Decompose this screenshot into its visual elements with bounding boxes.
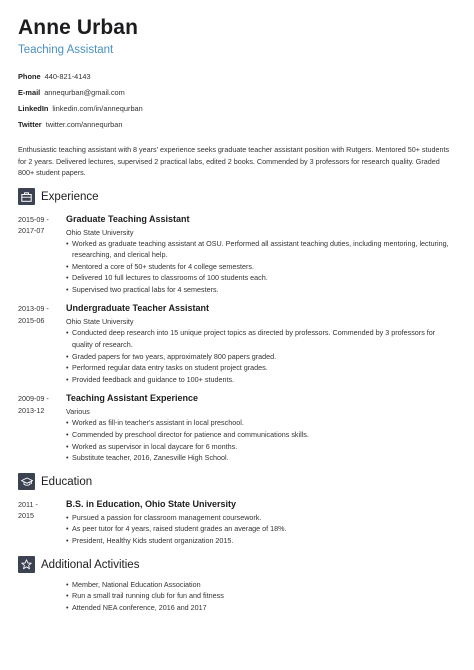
- contact-label: Twitter: [18, 120, 42, 129]
- contact-label: Phone: [18, 72, 41, 81]
- activity-bullets: [66, 579, 456, 614]
- date-end: 2015-06: [18, 315, 45, 325]
- bullet-item: • Delivered 10 full lectures to classrooms of 100 students each.: [66, 272, 456, 284]
- entry-dates: [18, 392, 66, 463]
- contact-label: LinkedIn: [18, 104, 49, 113]
- experience-section-header: [18, 188, 456, 206]
- contact-twitter: [18, 117, 456, 133]
- entry-organization: Various: [66, 407, 90, 417]
- entry-bullets: [66, 417, 456, 463]
- date-start: 2009-09 -: [18, 394, 49, 404]
- bullet-item: • Conducted deep research into 15 unique project topics as directed by professors. Commended by 3 professors for quality of research.: [66, 327, 456, 350]
- bullet-item: • Supervised two practical labs for 4 semesters.: [66, 284, 456, 296]
- contact-email: [18, 85, 456, 101]
- bullet-item: • Worked as supervisor in local daycare for 6 months.: [66, 441, 456, 453]
- entry-dates: [18, 498, 66, 547]
- entry-body: [66, 213, 456, 296]
- entry-title: Graduate Teaching Assistant: [66, 213, 190, 224]
- bullet-item: • Attended NEA conference, 2016 and 2017: [66, 602, 456, 614]
- section-title: Additional Activities: [41, 558, 140, 571]
- bullet-item: • Performed regular data entry tasks on student project grades.: [66, 362, 456, 374]
- entry-title: Undergraduate Teacher Assistant: [66, 303, 210, 314]
- contact-value[interactable]: annequrban@gmail.com: [44, 88, 125, 97]
- experience-entry: [18, 213, 456, 296]
- entry-body: [66, 302, 456, 385]
- contact-phone: [18, 69, 456, 85]
- entry-dates: [18, 302, 66, 385]
- bullet-item: • Provided feedback and guidance to 100+ students.: [66, 374, 456, 386]
- bullet-item: • Worked as graduate teaching assistant at OSU. Performed all assistant teaching duties, including mentoring, lecturing, researching, and clerical help.: [66, 238, 456, 261]
- entry-dates: [18, 213, 66, 296]
- entry-organization: Ohio State University: [66, 317, 134, 327]
- entry-title: Teaching Assistant Experience: [66, 393, 199, 404]
- experience-entry: [18, 302, 456, 385]
- entry-organization: Ohio State University: [66, 227, 134, 237]
- education-section-header: [18, 473, 456, 491]
- date-end: 2017-07: [18, 226, 45, 235]
- date-start: 2011 -: [18, 499, 38, 509]
- contact-value[interactable]: twitter.com/annequrban: [45, 120, 123, 129]
- experience-entry: [18, 392, 456, 463]
- bullet-item: • Pursued a passion for classroom management coursework.: [66, 512, 456, 524]
- candidate-title: Teaching Assistant: [18, 44, 114, 56]
- section-title: Education: [41, 475, 93, 488]
- bullet-item: • Worked as fill-in teacher's assistant in local preschool.: [66, 417, 456, 429]
- bullet-item: • President, Healthy Kids student organization 2015.: [66, 535, 456, 547]
- contact-block: [18, 69, 456, 133]
- bullet-item: • Commended by preschool director for patience and communications skills.: [66, 429, 456, 441]
- star-icon: [18, 556, 35, 573]
- entry-body: [66, 498, 456, 547]
- graduation-cap-icon: [18, 473, 35, 490]
- contact-value[interactable]: linkedin.com/in/annequrban: [52, 104, 143, 113]
- activities-list: [66, 579, 456, 614]
- contact-linkedin: [18, 101, 456, 117]
- contact-value: 440-821-4143: [44, 72, 91, 81]
- date-end: 2015: [18, 511, 34, 521]
- activities-section-header: [18, 556, 456, 574]
- entry-bullets: [66, 512, 456, 547]
- section-title: Experience: [41, 190, 99, 203]
- entry-bullets: [66, 327, 456, 385]
- bullet-item: • As peer tutor for 4 years, raised student grades an average of 18%.: [66, 523, 456, 535]
- date-end: 2013-12: [18, 405, 45, 415]
- bullet-item: • Member, National Education Association: [66, 579, 456, 591]
- bullet-item: • Mentored a core of 50+ students for 4 college semesters.: [66, 261, 456, 273]
- date-start: 2015-09 -: [18, 214, 49, 224]
- summary-paragraph: Enthusiastic teaching assistant with 8 years' experience seeks graduate teacher assistant position with Rutgers. Mentored 50+ students for 2 years. Delivered lectures, supervised 2 practical labs, edited 2 books. Commended by 3 professors for research quality. Graded 800+ student papers.: [18, 145, 450, 177]
- bullet-item: • Substitute teacher, 2016, Zanesville High School.: [66, 452, 456, 464]
- candidate-name: Anne Urban: [18, 16, 139, 39]
- entry-body: [66, 392, 456, 463]
- entry-title: B.S. in Education, Ohio State University: [66, 498, 237, 509]
- contact-label: E-mail: [18, 88, 41, 97]
- date-start: 2013-09 -: [18, 304, 49, 314]
- briefcase-icon: [18, 188, 35, 205]
- education-entry: [18, 498, 456, 547]
- bullet-item: • Run a small trail running club for fun and fitness: [66, 590, 456, 602]
- entry-bullets: [66, 238, 456, 296]
- bullet-item: • Graded papers for two years, approximately 800 papers graded.: [66, 351, 456, 363]
